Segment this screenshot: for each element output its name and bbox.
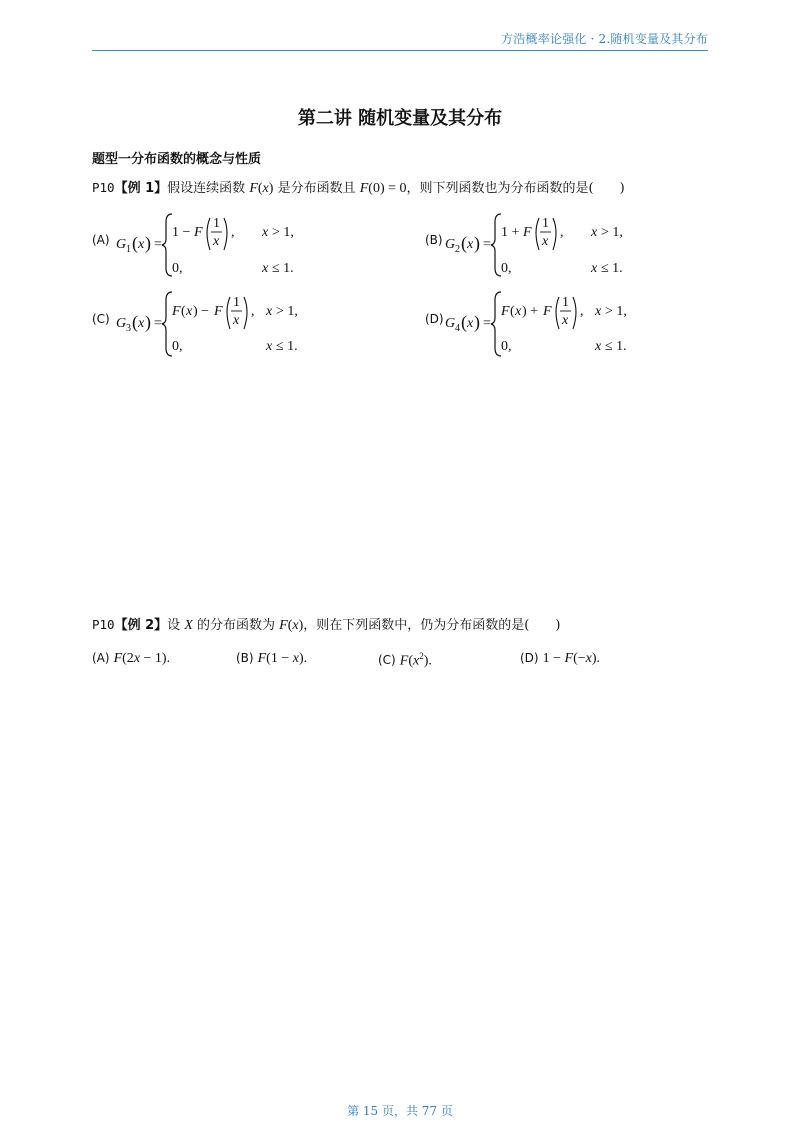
svg-text:,: , [251, 304, 255, 319]
svg-text:,: , [231, 225, 235, 240]
ex2-option-b-tag: (B) [236, 651, 254, 665]
svg-text:F: F [543, 304, 552, 319]
svg-text:x: x [186, 304, 193, 319]
example1-option-d [425, 288, 745, 358]
ex2-option-c-tag: (C) [378, 653, 396, 668]
example2-option-c: (C) $F(x^2)$. [378, 651, 432, 669]
svg-text:F: F [172, 304, 181, 319]
svg-text:) +: ) + [522, 304, 539, 319]
example2-question: P10【例 2】设 X 的分布函数为 F(x)，则在下列函数中，仍为分布函数的是( ) [92, 617, 561, 633]
svg-text:0,: 0, [172, 261, 183, 276]
svg-text:1: 1 [126, 244, 131, 255]
example1-text-a: 假设连续函数 [167, 181, 246, 196]
svg-text:=: = [154, 237, 162, 252]
option-a-formula [116, 210, 376, 280]
svg-text:1 −: 1 − [172, 225, 191, 240]
svg-text:x: x [213, 234, 220, 249]
svg-text:0,: 0, [501, 339, 512, 354]
svg-text:(: ( [132, 233, 138, 253]
svg-text:> 1,: > 1, [272, 225, 294, 240]
example2-label: 【例 2】 [114, 618, 168, 633]
svg-text:(: ( [510, 304, 515, 319]
svg-text:x: x [591, 261, 598, 276]
svg-text:≤ 1.: ≤ 1. [276, 339, 298, 354]
svg-text:> 1,: > 1, [601, 225, 623, 240]
option-a-tag: (A) [92, 233, 110, 247]
svg-text:> 1,: > 1, [605, 304, 627, 319]
option-c-formula [116, 288, 396, 358]
svg-text:≤ 1.: ≤ 1. [605, 339, 627, 354]
svg-text:x: x [262, 261, 269, 276]
svg-text:F: F [194, 225, 203, 240]
option-c-tag: (C) [92, 312, 110, 326]
svg-text:4: 4 [455, 323, 460, 334]
svg-text:0,: 0, [501, 261, 512, 276]
example1-option-b [425, 210, 725, 280]
svg-text:x: x [467, 237, 474, 252]
svg-text:x: x [515, 304, 522, 319]
svg-text:3: 3 [126, 323, 131, 334]
svg-text:): ) [145, 233, 151, 253]
example1-label: 【例 1】 [114, 181, 168, 196]
svg-text:2: 2 [455, 244, 460, 255]
header-text: 方浩概率论强化 · 2.随机变量及其分布 [501, 32, 708, 46]
svg-text:): ) [145, 312, 151, 332]
svg-text:F: F [214, 304, 223, 319]
example1-option-a [92, 210, 392, 280]
svg-text:x: x [595, 339, 602, 354]
svg-text:(: ( [132, 312, 138, 332]
svg-text:1 +: 1 + [501, 225, 520, 240]
svg-text:1: 1 [213, 216, 220, 231]
svg-text:x: x [562, 313, 569, 328]
example1-option-c [92, 288, 412, 358]
svg-text:,: , [580, 304, 584, 319]
svg-text:,: , [560, 225, 564, 240]
page-header [92, 28, 708, 51]
svg-text:F: F [523, 225, 532, 240]
svg-text:≤ 1.: ≤ 1. [272, 261, 294, 276]
example2-option-d: (D) 1 − F(−x). [520, 651, 601, 666]
svg-text:=: = [154, 316, 162, 331]
example1-question: P10【例 1】假设连续函数 F(x) 是分布函数且 F(0) = 0，则下列函数也为分布函数的是( ) [92, 180, 625, 196]
page-title: 第二讲 随机变量及其分布 [297, 108, 503, 129]
svg-text:x: x [467, 316, 474, 331]
svg-text:x: x [233, 313, 240, 328]
svg-text:x: x [591, 225, 598, 240]
svg-text:G: G [116, 237, 127, 252]
svg-text:> 1,: > 1, [276, 304, 298, 319]
svg-text:x: x [262, 225, 269, 240]
svg-text:=: = [483, 316, 491, 331]
svg-text:): ) [474, 312, 480, 332]
svg-text:x: x [266, 339, 273, 354]
svg-text:x: x [266, 304, 273, 319]
svg-text:) −: ) − [193, 304, 210, 319]
svg-text:x: x [138, 316, 145, 331]
example2-text-c: ，则在下列函数中，仍为分布函数的是( ) [303, 618, 561, 633]
svg-text:(: ( [461, 233, 467, 253]
example1-text-b: 是分布函数且 [277, 181, 356, 196]
example2-page-ref: P10 [92, 617, 115, 632]
svg-text:1: 1 [542, 216, 549, 231]
svg-text:): ) [474, 233, 480, 253]
example2-text-a: 设 [167, 618, 181, 633]
svg-text:1: 1 [233, 295, 240, 310]
svg-text:(: ( [181, 304, 186, 319]
svg-text:1: 1 [562, 295, 569, 310]
svg-text:(: ( [461, 312, 467, 332]
ex2-option-d-tag: (D) [520, 651, 539, 665]
example2-text-b: 的分布函数为 [197, 618, 276, 633]
page-footer: 第 15 页，共 77 页 [347, 1104, 453, 1118]
svg-text:x: x [595, 304, 602, 319]
option-d-formula [445, 288, 725, 358]
svg-text:=: = [483, 237, 491, 252]
example2-option-b: (B) F(1 − x). [236, 651, 308, 666]
option-d-tag: (D) [425, 312, 444, 326]
example1-page-ref: P10 [92, 180, 115, 195]
svg-text:0,: 0, [172, 339, 183, 354]
svg-text:x: x [138, 237, 145, 252]
ex2-option-a-tag: (A) [92, 651, 110, 665]
svg-text:G: G [445, 237, 456, 252]
svg-text:G: G [116, 316, 127, 331]
svg-text:x: x [542, 234, 549, 249]
example1-text-c: ，则下列函数也为分布函数的是( ) [406, 181, 625, 196]
svg-text:G: G [445, 316, 456, 331]
example2-option-a: (A) F(2x − 1). [92, 651, 171, 666]
svg-text:F: F [501, 304, 510, 319]
option-b-formula [445, 210, 705, 280]
option-b-tag: (B) [425, 233, 443, 247]
section-title: 题型一分布函数的概念与性质 [92, 152, 262, 167]
svg-text:≤ 1.: ≤ 1. [601, 261, 623, 276]
